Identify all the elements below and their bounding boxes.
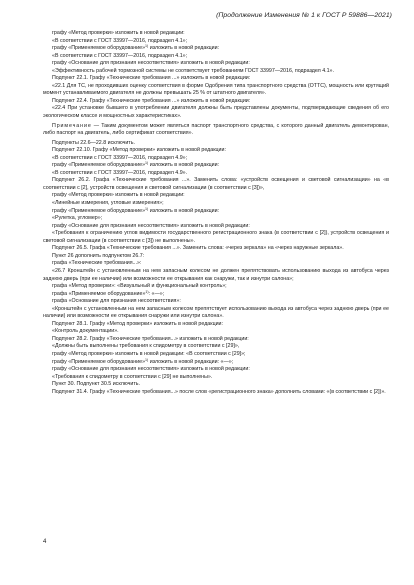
footnote-ref: 1) <box>145 357 149 362</box>
document-body <box>43 30 389 396</box>
text-line: Подпункты 22.6—22.8 исключить. <box>52 139 135 146</box>
text-paragraph: Подпункт 26.5. Графа «Технические требования ...». Заменить слова: «через зеркала» на «через наружные зеркала». <box>52 245 344 252</box>
text-line: Пункт 30. Подпункт 30.5 исключить. <box>52 381 141 388</box>
text-line: Подпункт 28.1. Графу «Метод проверки» изложить в новой редакции: <box>52 320 223 327</box>
text-line: графу «Метод проверки» изложить в новой редакции: <box>52 192 185 199</box>
text-line: «Требования к спидометру в соответствии с [29] не выполнены». <box>52 373 213 380</box>
text-line: графу «Метод проверки» изложить в новой редакции: <box>52 30 185 36</box>
text-paragraph: «22.1 Для ТС, не проходивших оценку соответствия в форме Одобрения типа транспортного средства (ОТТС), мощность или крутящий момент устанавливаемого двигателя не должны превышать 25 % от штатного двигателя». <box>43 82 389 97</box>
text-line: графа «Метод проверки»: «Визуальный и функциональный контроль»; <box>52 283 227 290</box>
text-paragraph: Подпункт 31.4. Графу «Технические требования...» после слов «регистрационного знака» дополнить словами: «(в соответствии с [2])». <box>52 388 386 395</box>
text-line: «Линейные измерения, угловые измерения»; <box>52 200 164 207</box>
text-line: Подпункт 22.10. Графу «Метод проверки» изложить в новой редакции: <box>52 147 226 154</box>
text-line: графа «Основание для признания несоответствия»: <box>52 298 181 305</box>
text-line: «Должны быть выполнены требования к спидометру в соответствии с [29]», <box>52 343 240 350</box>
footnote-ref: 1) <box>145 161 149 166</box>
text-line: графу «Основание для признания несоответствия» изложить в новой редакции: <box>52 222 250 229</box>
text-line: Подпункт 22.1. Графу «Технические требования ...» изложить в новой редакции: <box>52 75 251 82</box>
footnote-ref: 1) <box>145 206 149 211</box>
text-line: «В соответствии с ГОСТ 33997—2016, подраздел 4.1»; <box>52 37 188 44</box>
text-line: «В соответствии с ГОСТ 33997—2016, подраздел 4.9»; <box>52 154 188 161</box>
text-line: графу «Применяемое оборудование»$^{1)}$ изложить в новой редакции: <box>52 161 220 169</box>
text-paragraph: «Требования к ограничению углов видимости государственного регистрационного знака (в соответствии с [2]), устройств освещения и световой сигнализации (в соответствии с [3]) не выполнены». <box>43 230 389 244</box>
footnote-ref: 1) <box>145 289 149 294</box>
text-line: Подпункт 28.2. Графу «Технические требования...» изложить в новой редакции: <box>52 335 249 342</box>
text-line: «В соответствии с ГОСТ 33997—2016, подраздел 4.1»; <box>52 52 188 59</box>
footnote-ref: 1) <box>145 44 149 49</box>
text-line: графу «Применяемое оборудование»$^{1)}$ изложить в новой редакции: <box>52 206 220 214</box>
text-line: «Контроль документации». <box>52 328 119 335</box>
text-paragraph: «Эффективность рабочей тормозной системы не соответствует требованиям ГОСТ 33997—2016, подраздел 4.1». <box>52 67 334 74</box>
text-paragraph: «Кронштейн с установленным на нем запасным колесом препятствует использованию выхода из автобуса через заднюю дверь (при ее наличии) или возможности ее открывания снаружи или изнутри салона». <box>43 305 389 320</box>
text-line: Подпункт 22.4. Графу «Технические требования ...» изложить в новой редакции: <box>52 97 251 104</box>
note-paragraph: Примечание — Таким документом может являться паспорт транспортного средства, с которого данный двигатель демонтирован, либо паспорт на двигатель, либо сертификат соответствия». <box>43 122 389 137</box>
text-line: Пункт 26 дополнить подпунктом 26.7: <box>52 252 145 259</box>
page-number: 4 <box>43 539 47 545</box>
text-line: графу «Применяемое оборудование»$^{1)}$ изложить в новой редакции: «—»; <box>52 357 234 365</box>
text-line: графу «Метод проверки» изложить в новой редакции: «В соответствии с [29]»; <box>52 350 246 357</box>
running-header: (Продолжение Изменения № 1 к ГОСТ Р 59886—2021) <box>216 12 392 19</box>
text-line: «В соответствии с ГОСТ 33997—2016, подраздел 4.9». <box>52 169 188 176</box>
text-paragraph: «26.7 Кронштейн с установленным на нем запасным колесом не должен препятствовать использованию выхода из автобуса через заднюю дверь (при ее наличии) или возможности ее открывания как снаружи, так и изнутри салона»; <box>43 267 389 282</box>
text-paragraph: Подпункт 26.2. Графа «Технические требования ...». Заменить слова: «устройств освещения и световой сигнализации» на «в соответствии с [2], устройств освещения и световой сигнализации (в соответствии с [3])», <box>43 177 389 191</box>
text-line: графу «Основание для признания несоответствия» изложить в новой редакции: <box>52 60 250 67</box>
text-line: графу «Применяемое оборудование»$^{1)}$ изложить в новой редакции: <box>52 44 220 52</box>
text-line: графа «Технические требования...»: <box>52 260 142 267</box>
text-line: графу «Основание для признания несоответствия» изложить в новой редакции: <box>52 366 250 373</box>
text-line: графа «Применяемое оборудование»$^{1)}$: «—»; <box>52 289 165 297</box>
text-line: «Рулетка, угломер»; <box>52 215 103 222</box>
text-paragraph: «22.4 При установке бывшего в употреблении двигателя должны быть представлены документы, подтверждающие сведения об его экологическом классе и мощностных характеристиках». <box>43 105 389 120</box>
note-label: Примечание <box>52 122 92 129</box>
